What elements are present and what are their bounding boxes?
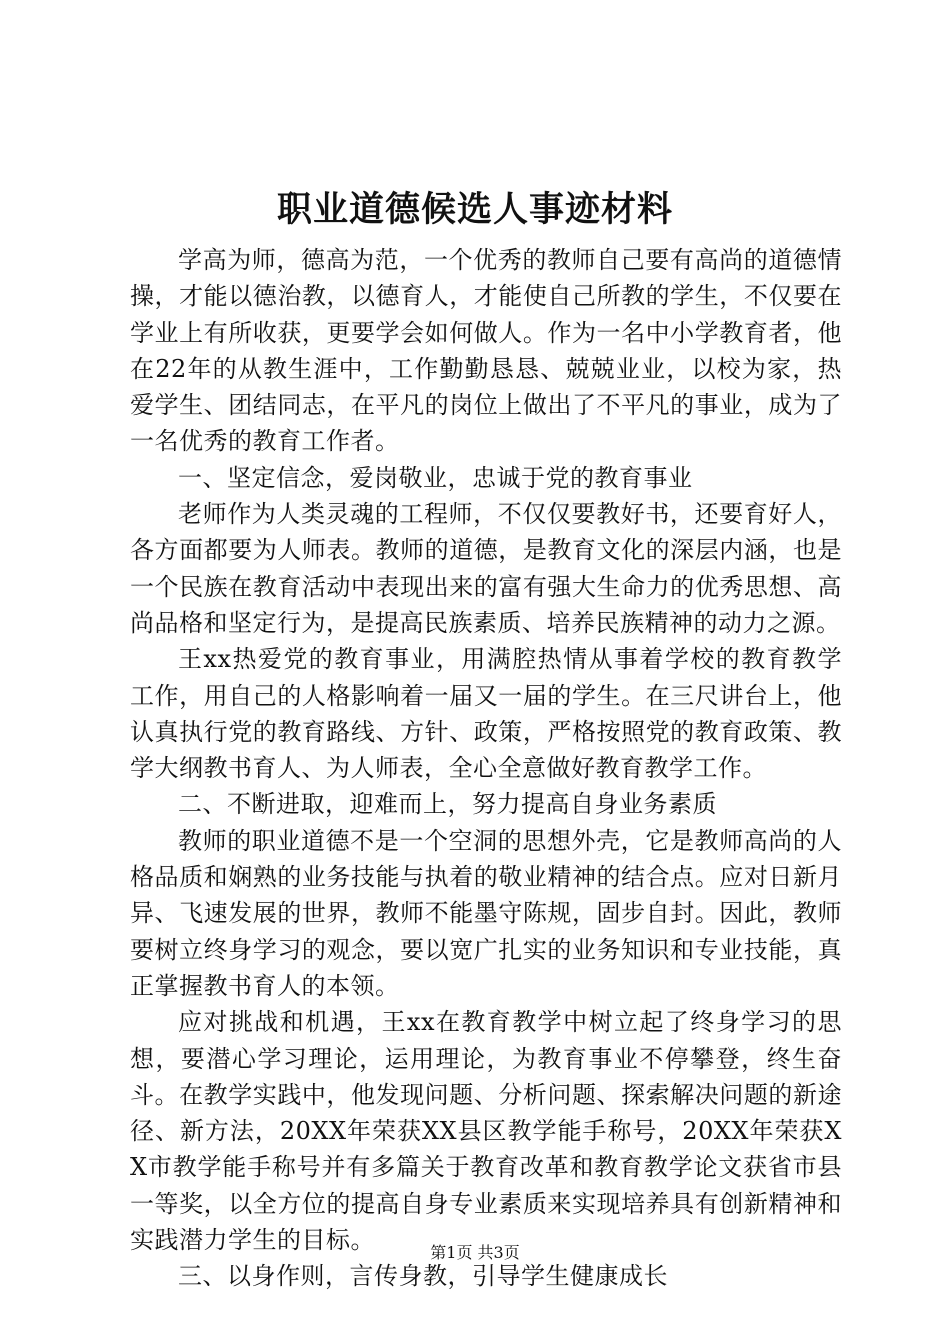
paragraph: 老师作为人类灵魂的工程师，不仅仅要教好书，还要育好人，各方面都要为人师表。教师的道德，是教育文化的深层内涵，也是一个民族在教育活动中表现出来的富有强大生命力的优秀思想、高尚品格和坚定行为，是提高民族素质、培养民族精神的动力之源。 — [130, 500, 842, 637]
paragraph: 王xx热爱党的教育事业，用满腔热情从事着学校的教育教学工作，用自己的人格影响着一届又一届的学生。在三尺讲台上，他认真执行党的教育路线、方针、政策，严格按照党的教育政策、教学大纲教书育人、为人师表，全心全意做好教育教学工作。 — [130, 645, 842, 783]
section-heading-2: 二、不断进取，迎难而上，努力提高自身业务素质 — [178, 790, 717, 819]
page-footer: 第1页 共3页 — [430, 1243, 520, 1262]
section-heading-1: 一、坚定信念，爱岗敬业，忠诚于党的教育事业 — [178, 463, 693, 492]
paragraph: 教师的职业道德不是一个空洞的思想外壳，它是教师高尚的人格品质和娴熟的业务技能与执着的敬业精神的结合点。应对日新月异、飞速发展的世界，教师不能墨守陈规，固步自封。因此，教师要树立终身学习的观念，要以宽广扎实的业务知识和专业技能，真正掌握教书育人的本领。 — [130, 826, 842, 1000]
document-body — [130, 242, 842, 1295]
section-heading-3: 三、以身作则，言传身教，引导学生健康成长 — [178, 1262, 668, 1291]
document-title: 职业道德候选人事迹材料 — [276, 189, 673, 230]
paragraph-intro: 学高为师，德高为范，一个优秀的教师自己要有高尚的道德情操，才能以德治教，以德育人，才能使自己所教的学生，不仅要在学业上有所收获，更要学会如何做人。作为一名中小学教育者，他在22年的从教生涯中，工作勤勤恳恳、兢兢业业，以校为家，热爱学生、团结同志，在平凡的岗位上做出了不平凡的事业，成为了一名优秀的教育工作者。 — [130, 246, 842, 456]
paragraph: 应对挑战和机遇，王xx在教育教学中树立起了终身学习的思想，要潜心学习理论，运用理论，为教育事业不停攀登，终生奋斗。在教学实践中，他发现问题、分析问题、探索解决问题的新途径、新方法，20XX年荣获XX县区教学能手称号，20XX年荣获XX市教学能手称号并有多篇关于教育改革和教育教学论文获省市县一等奖，以全方位的提高自身专业素质来实现培养具有创新精神和实践潜力学生的目标。 — [130, 1008, 842, 1255]
